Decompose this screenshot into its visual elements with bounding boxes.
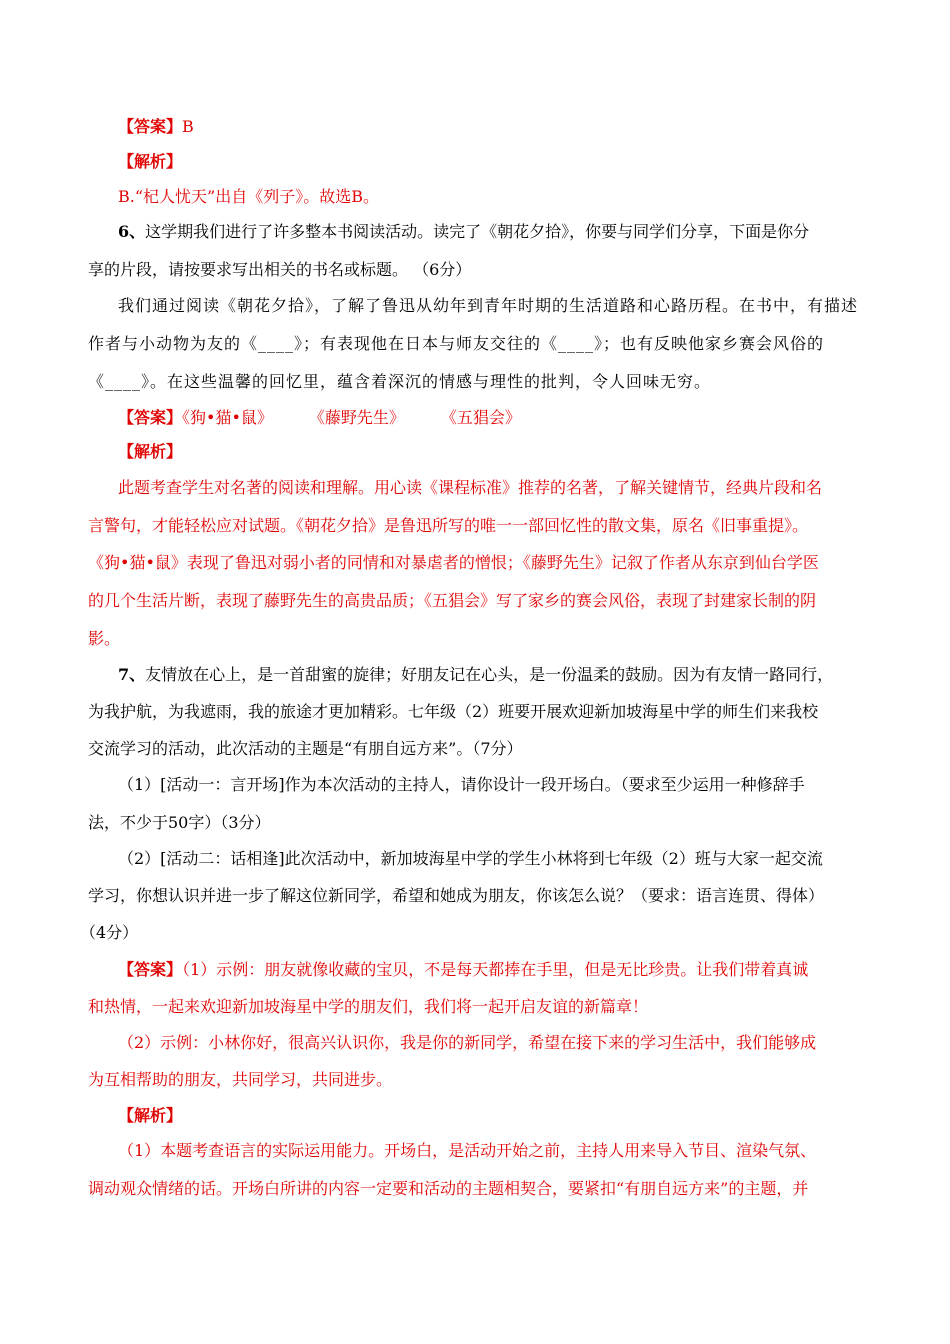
q6-passage-line-3: 《____》。在这些温馨的回忆里，蕴含着深沉的情感与理性的批判，令人回味无穷。 bbox=[88, 372, 712, 391]
q6-analysis-line-4: 的几个生活片断，表现了藤野先生的高贵品质；《五猖会》写了家乡的赛会风俗，表现了封建家长制的阴 bbox=[88, 591, 817, 610]
answer-label: 【答案】 bbox=[118, 408, 183, 427]
q5-analysis-text: B.“杞人忧天”出自《列子》。故选B。 bbox=[118, 187, 379, 206]
q6-stem-text: 这学期我们进行了许多整本书阅读活动。读完了《朝花夕拾》，你要与同学们分享，下面是你分 bbox=[145, 222, 810, 241]
q6-analysis-label: 【解析】 bbox=[118, 442, 183, 461]
q7-sub1-line-1: （1）[活动一：言开场]作为本次活动的主持人，请你设计一段开场白。（要求至少运用一种修辞手 bbox=[118, 775, 805, 794]
answer-label: 【答案】 bbox=[118, 960, 183, 979]
q7-analysis-label: 【解析】 bbox=[118, 1106, 183, 1125]
q6-stem-line-2: 享的片段，请按要求写出相关的书名或标题。 （6分） bbox=[88, 260, 472, 279]
q6-passage-line-2: 作者与小动物为友的《____》；有表现他在日本与师友交往的《____》；也有反映他家乡赛会风俗的 bbox=[88, 334, 825, 353]
q6-analysis-line-2: 言警句，才能轻松应对试题。《朝花夕拾》是鲁迅所写的唯一一部回忆性的散文集，原名《旧事重提》。 bbox=[88, 516, 809, 535]
q7-analysis-line-1: （1）本题考查语言的实际运用能力。开场白，是活动开始之前，主持人用来导入节目、渲染气氛、 bbox=[118, 1141, 817, 1160]
q6-stem-line-1 bbox=[118, 222, 809, 242]
q7-sub2-line-2: 学习，你想认识并进一步了解这位新同学，希望和她成为朋友，你该怎么说？（要求：语言连贯、得体） bbox=[88, 886, 825, 905]
answer-item-3: 《五猖会》 bbox=[440, 408, 521, 427]
q6-number: 6、 bbox=[118, 222, 146, 241]
answer-item-1: 《狗•猫•鼠》 bbox=[182, 408, 273, 427]
q7-stem-line-3: 交流学习的活动，此次活动的主题是“有朋自远方来”。（7分） bbox=[88, 739, 523, 758]
q7-answer-2-line-2: 为互相帮助的朋友，共同学习，共同进步。 bbox=[88, 1070, 393, 1089]
q7-stem-line-1 bbox=[118, 665, 833, 685]
q6-passage-line-1: 我们通过阅读《朝花夕拾》，了解了鲁迅从幼年到青年时期的生活道路和心路历程。在书中，有描述 bbox=[118, 296, 859, 315]
q7-number: 7、 bbox=[118, 665, 146, 684]
q7-sub2-line-1: （2）[活动二：话相逢]此次活动中，新加坡海星中学的学生小林将到七年级（2）班与大家一起交流 bbox=[118, 849, 823, 868]
q6-answer bbox=[118, 408, 521, 428]
answer-value: B bbox=[182, 117, 194, 136]
q5-analysis-label: 【解析】 bbox=[118, 152, 183, 171]
answer-1-text: （1）示例：朋友就像收藏的宝贝，不是每天都捧在手里，但是无比珍贵。让我们带着真诚 bbox=[182, 960, 809, 979]
q7-answer-1-line-2: 和热情，一起来欢迎新加坡海星中学的朋友们，我们将一起开启友谊的新篇章！ bbox=[88, 997, 649, 1016]
q7-sub2-line-3: （4分） bbox=[80, 923, 139, 942]
q7-sub1-line-2: 法，不少于50字）（3分） bbox=[88, 813, 271, 832]
q6-analysis-line-1: 此题考查学生对名著的阅读和理解。用心读《课程标准》推荐的名著，了解关键情节，经典片段和名 bbox=[118, 478, 823, 497]
answer-label: 【答案】 bbox=[118, 117, 183, 136]
q6-analysis-line-3: 《狗•猫•鼠》表现了鲁迅对弱小者的同情和对暴虐者的憎恨；《藤野先生》记叙了作者从东京到仙台学医 bbox=[88, 553, 819, 572]
q7-stem-text: 友情放在心上，是一首甜蜜的旋律；好朋友记在心头，是一份温柔的鼓励。因为有友情一路同行， bbox=[145, 665, 834, 684]
q7-analysis-line-2: 调动观众情绪的话。开场白所讲的内容一定要和活动的主题相契合，要紧扣“有朋自远方来”的主题，并 bbox=[88, 1179, 809, 1198]
q7-answer-1-line-1 bbox=[118, 960, 808, 980]
q7-stem-line-2: 为我护航，为我遮雨，我的旅途才更加精彩。七年级（2）班要开展欢迎新加坡海星中学的师生们来我校 bbox=[88, 702, 819, 721]
answer-item-2: 《藤野先生》 bbox=[308, 408, 405, 427]
q7-answer-2-line-1: （2）示例：小林你好，很高兴认识你，我是你的新同学，希望在接下来的学习生活中，我们能够成 bbox=[118, 1033, 817, 1052]
q5-answer bbox=[118, 117, 194, 137]
q6-analysis-line-5: 影。 bbox=[88, 629, 121, 648]
